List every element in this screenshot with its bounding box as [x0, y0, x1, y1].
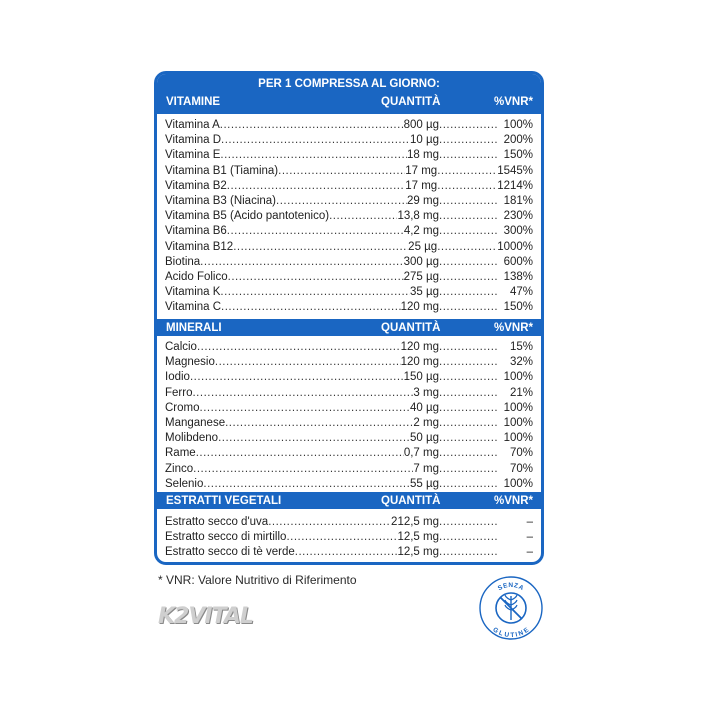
minerali-list: [157, 336, 541, 492]
nutrient-vnr: 230%: [503, 210, 533, 223]
nutrient-vnr: 32%: [509, 356, 533, 369]
dot-leader: [439, 546, 499, 558]
nutrient-name: Acido Folico: [165, 270, 228, 283]
table-title: PER 1 COMPRESSA AL GIORNO:: [258, 78, 440, 90]
nutrient-name: Zinco: [165, 462, 194, 475]
nutrient-vnr: 1545%: [497, 164, 533, 177]
nutrient-vnr: 47%: [509, 286, 533, 299]
nutrient-name: Vitamina D: [165, 134, 222, 147]
dot-leader: [439, 286, 499, 298]
nutrient-quantity: 2 mg: [413, 416, 439, 429]
dot-leader: [221, 301, 401, 313]
dot-leader: [228, 271, 404, 283]
table-row: [165, 210, 533, 225]
dot-leader: [437, 180, 497, 192]
nutrient-quantity: 17 mg: [405, 164, 438, 177]
dot-leader: [190, 371, 404, 383]
dot-leader: [439, 531, 499, 543]
table-row: [165, 463, 533, 478]
dot-leader: [439, 417, 499, 429]
nutrient-quantity: 12,5 mg: [397, 531, 439, 544]
nutrient-name: Vitamina B3 (Niacina): [165, 194, 277, 207]
nutrient-quantity: 55 µg: [409, 477, 439, 490]
nutrient-quantity: 300 µg: [403, 255, 439, 268]
nutrient-vnr: 100%: [503, 119, 533, 131]
dot-leader: [227, 180, 405, 192]
brand-logo: K2VITAL: [158, 604, 253, 629]
dot-leader: [221, 134, 410, 146]
table-row: [165, 119, 533, 134]
dot-leader: [439, 256, 499, 268]
nutrient-vnr: 138%: [503, 270, 533, 283]
dot-leader: [220, 119, 404, 131]
table-row: [165, 225, 533, 240]
table-row: [165, 402, 533, 417]
dot-leader: [439, 402, 499, 414]
table-row: [165, 516, 533, 531]
dot-leader: [439, 149, 499, 161]
vnr-footnote: * VNR: Valore Nutritivo di Riferimento: [158, 573, 357, 587]
nutrient-vnr: –: [526, 531, 533, 544]
nutrient-name: Vitamina B12: [165, 240, 234, 253]
nutrient-vnr: 150%: [503, 301, 533, 314]
nutrient-quantity: 120 mg: [400, 341, 439, 353]
nutrient-quantity: 4,2 mg: [403, 225, 439, 238]
table-row: [165, 447, 533, 462]
dot-leader: [233, 241, 408, 253]
nutrient-vnr: 100%: [503, 432, 533, 445]
nutrient-vnr: 70%: [509, 447, 533, 460]
table-row: [165, 387, 533, 402]
section-header-estratti: [157, 492, 541, 509]
qty-column-header: QUANTITÀ: [381, 96, 441, 108]
dot-leader: [200, 256, 403, 268]
nutrient-quantity: 50 µg: [409, 432, 439, 445]
nutrient-quantity: 0,7 mg: [403, 447, 439, 460]
estratti-list: [157, 509, 541, 565]
nutrient-vnr: 300%: [503, 225, 533, 238]
nutrient-quantity: 212,5 mg: [391, 516, 439, 528]
nutrient-quantity: 12,5 mg: [397, 546, 439, 559]
nutrient-vnr: 1000%: [497, 240, 533, 253]
dot-leader: [439, 301, 499, 313]
nutrient-name: Estratto secco di mirtillo: [165, 531, 287, 544]
badge-top-text: SENZA: [496, 582, 526, 593]
dot-leader: [439, 341, 499, 353]
nutrient-name: Magnesio: [165, 356, 215, 369]
dot-leader: [215, 356, 401, 368]
nutrient-quantity: 275 µg: [403, 270, 439, 283]
nutrient-name: Calcio: [165, 341, 197, 353]
dot-leader: [276, 195, 407, 207]
dot-leader: [220, 149, 407, 161]
nutrient-quantity: 17 mg: [405, 179, 438, 192]
nutrient-quantity: 150 µg: [403, 371, 439, 384]
nutrient-name: Rame: [165, 447, 196, 460]
nutrient-name: Vitamina K: [165, 286, 221, 299]
badge-bottom-text: GLUTINE: [491, 626, 531, 640]
dot-leader: [439, 432, 499, 444]
nutrient-vnr: 100%: [503, 401, 533, 414]
qty-column-header: QUANTITÀ: [381, 495, 441, 507]
nutrient-name: Vitamina E: [165, 149, 221, 162]
dot-leader: [225, 417, 413, 429]
dot-leader: [192, 387, 413, 399]
section-title-minerali: MINERALI: [166, 322, 222, 334]
table-row: [165, 371, 533, 386]
dot-leader: [437, 241, 497, 253]
nutrient-name: Vitamina B5 (Acido pantotenico): [165, 210, 330, 223]
nutrient-vnr: 181%: [503, 194, 533, 207]
nutrient-vnr: –: [526, 516, 533, 528]
table-row: [165, 546, 533, 561]
svg-text:SENZA: [497, 582, 525, 592]
dot-leader: [439, 356, 499, 368]
dot-leader: [268, 516, 391, 528]
nutrient-name: Cromo: [165, 401, 200, 414]
nutrient-vnr: 200%: [503, 134, 533, 147]
dot-leader: [439, 195, 499, 207]
vitamine-list: [157, 114, 541, 319]
dot-leader: [203, 478, 410, 490]
dot-leader: [227, 225, 404, 237]
nutrient-name: Vitamina C: [165, 301, 222, 314]
section-title-estratti: ESTRATTI VEGETALI: [166, 495, 282, 507]
table-row: [165, 134, 533, 149]
table-header: [157, 74, 541, 114]
dot-leader: [196, 447, 404, 459]
nutrient-quantity: 35 µg: [409, 286, 439, 299]
svg-text:GLUTINE: [491, 626, 530, 639]
nutrient-vnr: 100%: [503, 416, 533, 429]
dot-leader: [439, 516, 499, 528]
nutrient-quantity: 18 mg: [407, 149, 439, 162]
nutrient-name: Manganese: [165, 416, 226, 429]
nutrient-quantity: 40 µg: [409, 401, 439, 414]
nutrient-vnr: –: [526, 546, 533, 559]
section-header-minerali: [157, 319, 541, 336]
nutrient-name: Molibdeno: [165, 432, 219, 445]
dot-leader: [218, 432, 410, 444]
nutrient-quantity: 800 µg: [403, 119, 439, 131]
nutrient-name: Vitamina A: [165, 119, 220, 131]
table-row: [165, 165, 533, 180]
dot-leader: [437, 165, 497, 177]
nutrient-vnr: 21%: [509, 386, 533, 399]
nutrient-vnr: 600%: [503, 255, 533, 268]
nutrient-name: Vitamina B1 (Tiamina): [165, 164, 279, 177]
dot-leader: [439, 371, 499, 383]
dot-leader: [439, 387, 499, 399]
table-row: [165, 531, 533, 546]
nutrition-table: [154, 71, 544, 565]
section-title-vitamine: VITAMINE: [166, 96, 221, 108]
nutrient-name: Vitamina B6: [165, 225, 227, 238]
nutrient-name: Estratto secco di tè verde: [165, 546, 295, 559]
table-row: [165, 271, 533, 286]
nutrient-vnr: 70%: [509, 462, 533, 475]
vnr-column-header: %VNR*: [494, 322, 533, 334]
dot-leader: [439, 119, 499, 131]
dot-leader: [329, 210, 397, 222]
nutrient-name: Biotina: [165, 255, 201, 268]
table-row: [165, 256, 533, 271]
dot-leader: [278, 165, 405, 177]
nutrient-name: Iodio: [165, 371, 190, 384]
vnr-column-header: %VNR*: [494, 96, 533, 108]
nutrient-quantity: 120 mg: [400, 356, 439, 369]
dot-leader: [220, 286, 410, 298]
dot-leader: [439, 271, 499, 283]
nutrient-vnr: 150%: [503, 149, 533, 162]
nutrient-vnr: 1214%: [497, 179, 533, 192]
nutrient-quantity: 7 mg: [413, 462, 439, 475]
qty-column-header: QUANTITÀ: [381, 322, 441, 334]
dot-leader: [439, 210, 499, 222]
table-row: [165, 286, 533, 301]
nutrient-quantity: 120 mg: [400, 301, 439, 314]
table-row: [165, 149, 533, 164]
nutrient-vnr: 15%: [509, 341, 533, 353]
table-row: [165, 180, 533, 195]
dot-leader: [439, 225, 499, 237]
vnr-column-header: %VNR*: [494, 495, 533, 507]
dot-leader: [439, 478, 499, 490]
nutrient-quantity: 25 µg: [408, 240, 438, 253]
nutrient-name: Ferro: [165, 386, 193, 399]
table-row: [165, 241, 533, 256]
nutrient-name: Estratto secco d'uva: [165, 516, 269, 528]
table-row: [165, 341, 533, 356]
table-row: [165, 356, 533, 371]
dot-leader: [439, 463, 499, 475]
dot-leader: [295, 546, 398, 558]
dot-leader: [193, 463, 413, 475]
nutrient-quantity: 10 µg: [409, 134, 439, 147]
nutrient-name: Vitamina B2: [165, 179, 227, 192]
dot-leader: [439, 134, 499, 146]
table-row: [165, 417, 533, 432]
nutrient-quantity: 29 mg: [407, 194, 439, 207]
nutrient-vnr: 100%: [503, 371, 533, 384]
table-row: [165, 478, 533, 493]
nutrient-quantity: 13,8 mg: [397, 210, 439, 223]
nutrient-name: Selenio: [165, 477, 204, 490]
gluten-free-icon: [478, 575, 544, 641]
table-row: [165, 195, 533, 210]
dot-leader: [439, 447, 499, 459]
dot-leader: [286, 531, 397, 543]
table-row: [165, 301, 533, 316]
dot-leader: [200, 402, 410, 414]
table-row: [165, 432, 533, 447]
nutrient-quantity: 3 mg: [413, 386, 439, 399]
nutrient-vnr: 100%: [503, 477, 533, 490]
dot-leader: [197, 341, 401, 353]
